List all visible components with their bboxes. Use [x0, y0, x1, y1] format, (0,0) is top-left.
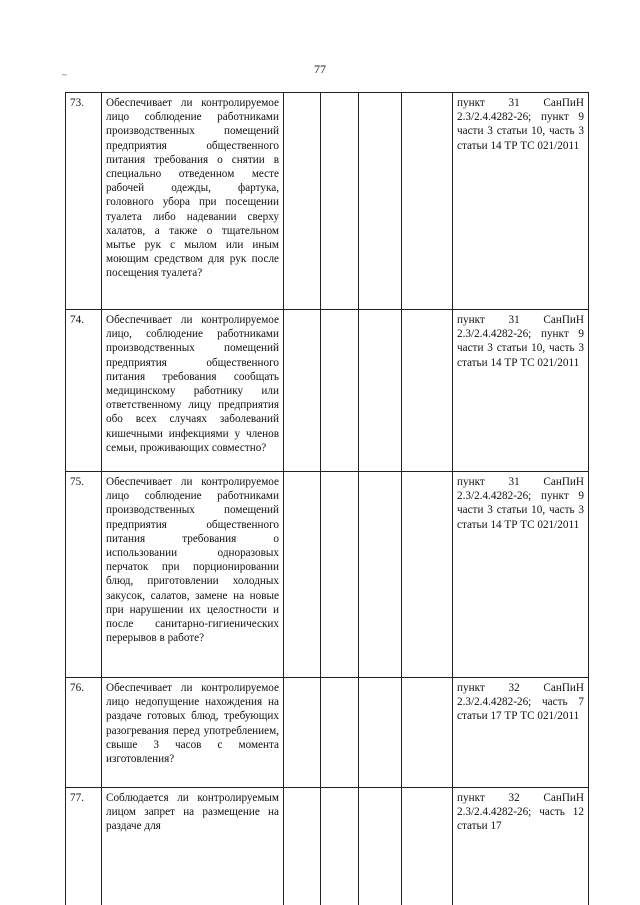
answer-cell-na	[359, 472, 402, 678]
legal-reference: пункт 32 СанПиН 2.3/2.4.4282-26; часть 12 статьи 17	[453, 788, 589, 905]
answer-cell-no	[321, 310, 359, 472]
row-number: 73.	[66, 93, 102, 310]
legal-reference: пункт 32 СанПиН 2.3/2.4.4282-26; часть 7 статьи 17 ТР ТС 021/2011	[453, 678, 589, 788]
legal-reference: пункт 31 СанПиН 2.3/2.4.4282-26; пункт 9 части 3 статьи 10, часть 3 статьи 14 ТР ТС 021/2011	[453, 472, 589, 678]
question-text: Обеспечивает ли контролируемое лицо соблюдение работниками производственных помещений предприятия общественного питания требования о снятии в специально отведенном месте рабочей одежды, фартука, головного убора при посещении туалета либо надевании сверху халатов, а также о тщательном мытье рук с мылом или иным моющим средством для рук после посещения туалета?	[102, 93, 284, 310]
row-number: 75.	[66, 472, 102, 678]
question-text: Обеспечивает ли контролируемое лицо соблюдение работниками производственных помещений предприятия общественного питания требования о использовании одноразовых перчаток при порционировании блюд, приготовлении холодных закусок, салатов, замене на новые при нарушении их целостности и после санитарно-гигиенических перерывов в работе?	[102, 472, 284, 678]
table-row	[66, 310, 589, 472]
comment-cell	[402, 678, 453, 788]
answer-cell-na	[359, 93, 402, 310]
row-number: 77.	[66, 788, 102, 905]
checklist-table	[65, 92, 589, 905]
answer-cell-no	[321, 472, 359, 678]
answer-cell-yes	[284, 788, 321, 905]
answer-cell-yes	[284, 472, 321, 678]
question-text: Обеспечивает ли контролируемое лицо недопущение нахождения на раздаче готовых блюд, требующих разогревания перед употреблением, свыше 3 часов с момента изготовления?	[102, 678, 284, 788]
answer-cell-na	[359, 310, 402, 472]
table-row	[66, 788, 589, 905]
comment-cell	[402, 310, 453, 472]
question-text: Соблюдается ли контролируемым лицом запрет на размещение на раздаче для	[102, 788, 284, 905]
corner-mark: ~	[62, 70, 67, 80]
answer-cell-no	[321, 788, 359, 905]
legal-reference: пункт 31 СанПиН 2.3/2.4.4282-26; пункт 9 части 3 статьи 10, часть 3 статьи 14 ТР ТС 021/2011	[453, 310, 589, 472]
answer-cell-no	[321, 93, 359, 310]
table-row	[66, 472, 589, 678]
question-text: Обеспечивает ли контролируемое лицо, соблюдение работниками производственных помещений предприятия общественного питания требования сообщать медицинскому работнику или ответственному лицу предприятия обо всех случаях заболеваний кишечными инфекциями у членов семьи, проживающих совместно?	[102, 310, 284, 472]
table-row	[66, 93, 589, 310]
comment-cell	[402, 472, 453, 678]
page-number: 77	[314, 62, 326, 76]
row-number: 76.	[66, 678, 102, 788]
legal-reference: пункт 31 СанПиН 2.3/2.4.4282-26; пункт 9 части 3 статьи 10, часть 3 статьи 14 ТР ТС 021/2011	[453, 93, 589, 310]
table-row	[66, 678, 589, 788]
answer-cell-yes	[284, 93, 321, 310]
answer-cell-na	[359, 788, 402, 905]
answer-cell-no	[321, 678, 359, 788]
comment-cell	[402, 788, 453, 905]
row-number: 74.	[66, 310, 102, 472]
answer-cell-yes	[284, 310, 321, 472]
answer-cell-na	[359, 678, 402, 788]
comment-cell	[402, 93, 453, 310]
answer-cell-yes	[284, 678, 321, 788]
